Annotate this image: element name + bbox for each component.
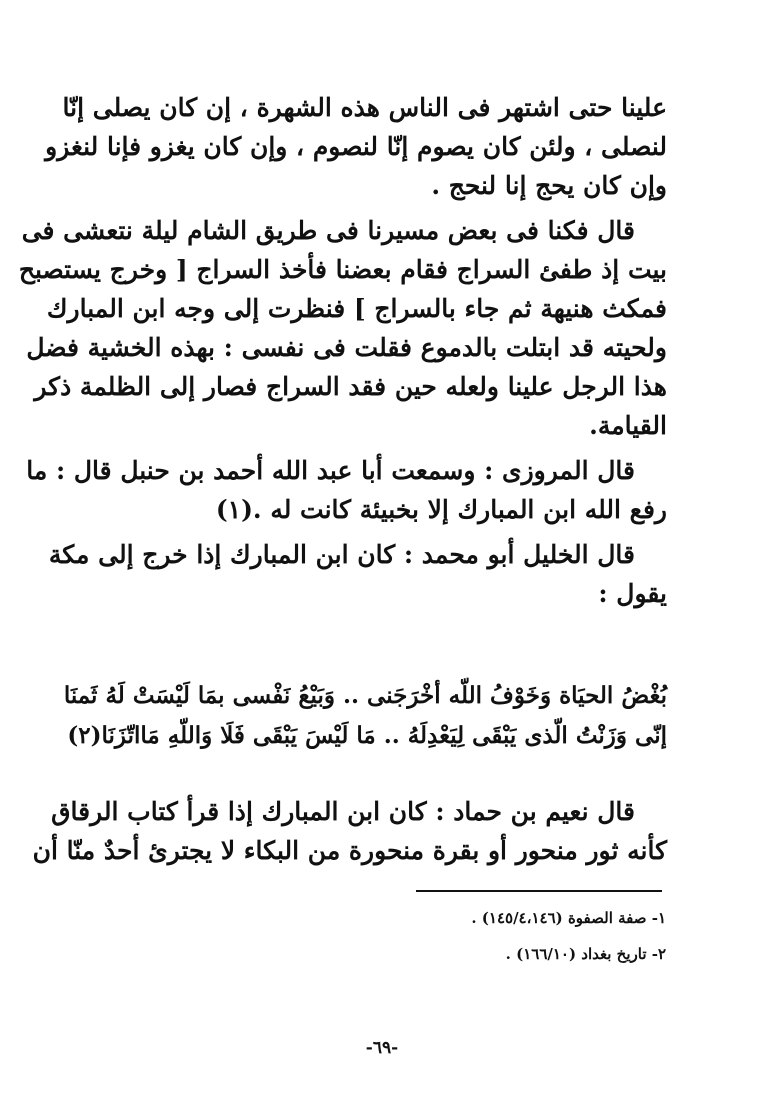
poem-verse: [63, 676, 667, 716]
text-line: علينا حتى اشتهر فى الناس هذه الشهرة ، إن كان يصلى إنّا: [62, 93, 667, 122]
text-line: يقول :: [598, 579, 667, 608]
verse-separator: ..: [383, 722, 400, 749]
text-line: لنصلى ، ولئن كان يصوم إنّا لنصوم ، وإن كان يغزو فإنا لنغزو: [45, 132, 667, 161]
text-line: فمكث هنيهة ثم جاء بالسراج ] فنظرت إلى وجه ابن المبارك: [46, 294, 667, 323]
text-line: القيامة.: [589, 411, 667, 440]
text-line: بيت إذ طفئ السراج فقام بعضنا فأخذ السراج [ وخرج يستصبح: [18, 255, 667, 284]
text-line: قال المروزى : وسمعت أبا عبد الله أحمد بن حنبل قال : ما: [26, 456, 635, 485]
final-text: [32, 792, 667, 870]
text-line: قال الخليل أبو محمد : كان ابن المبارك إذا خرج إلى مكة: [48, 540, 635, 569]
footnote: ٢- تاريخ بغداد (١٦٦/١٠) .: [505, 945, 666, 963]
main-text: [18, 88, 667, 613]
page-number: -٦٩-: [365, 1038, 399, 1058]
text-line: ولحيته قد ابتلت بالدموع فقلت فى نفسى : بهذه الخشية فضل: [26, 333, 667, 362]
text-line: رفع الله ابن المبارك إلا بخبيئة كانت له .(١): [215, 495, 667, 524]
text-line: كأنه ثور منحور أو بقرة منحورة من البكاء لا يجترئ أحدٌ منّا أن: [32, 836, 667, 865]
verse-separator: ..: [343, 682, 360, 709]
verse-second-half: وَبَيْعُ نَفْسى بمَا لَيْسَتْ لَهُ ثَمنَا: [63, 682, 336, 709]
footnotes: [100, 900, 666, 972]
footnote-divider: [416, 890, 662, 892]
verse-first-half: بُغْضُ الحيَاة وَخَوْفُ اللّه أخْرَجَنى: [367, 682, 667, 709]
text-line: وإن كان يحج إنا لنحج .: [431, 171, 667, 200]
footnote: ١- صفة الصفوة (١٤٥/٤،١٤٦) .: [471, 909, 666, 927]
text-line: هذا الرجل علينا ولعله حين فقد السراج فصار إلى الظلمة ذكر: [34, 372, 667, 401]
text-line: قال نعيم بن حماد : كان ابن المبارك إذا قرأ كتاب الرقاق: [51, 797, 635, 826]
text-line: قال فكنا فى بعض مسيرنا فى طريق الشام ليلة نتعشى فى: [21, 216, 635, 245]
poem-verse: [67, 716, 667, 756]
verse-second-half: مَا لَيْسَ يَبْقَى فَلَا وَاللّهِ مَااتّزَنَا(٢): [67, 722, 376, 749]
verse-first-half: إنّى وَزَنْتُ الّذى يَبْقَى لِيَعْدِلَهُ: [407, 722, 667, 749]
poem: [63, 676, 667, 756]
